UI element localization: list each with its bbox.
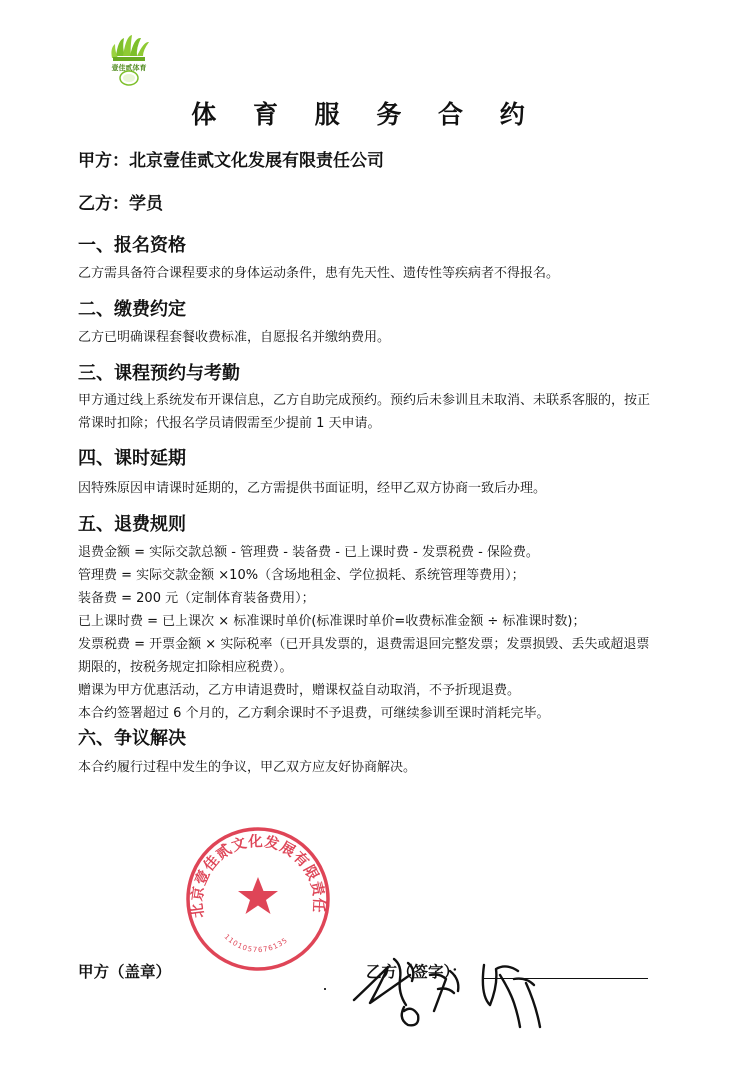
party-b-sign-label: 乙方（签字）：: [366, 963, 467, 981]
refund-formula-management: 管理费 = 实际交款金额 ×10%（含场地租金、学位损耗、系统管理等费用）；: [78, 568, 525, 583]
section-heading: 五、退费规则: [78, 514, 186, 535]
section-heading: 六、争议解决: [78, 728, 186, 749]
section-heading: 三、课程预约与考勤: [78, 363, 240, 384]
refund-six-months: 本合约签署超过 6 个月的，乙方剩余课时不予退费，可继续参训至课时消耗完毕。: [78, 706, 550, 721]
stray-dot: [324, 988, 326, 990]
document-title: 体 育 服 务 合 约: [191, 100, 539, 129]
company-logo: [106, 34, 158, 90]
section-paragraph: 本合约履行过程中发生的争议，甲乙双方应友好协商解决。: [78, 760, 417, 775]
logo-text: 壹佳贰体育: [111, 64, 147, 72]
company-seal-stamp: [184, 825, 332, 973]
party-a-seal-label: 甲方（盖章）: [78, 963, 172, 981]
refund-formula-equipment: 装备费 = 200 元（定制体育装备费用）；: [78, 591, 315, 606]
refund-formula-total: 退费金额 = 实际交款总额 - 管理费 - 装备费 - 已上课时费 - 发票税费 - 保险费。: [78, 545, 539, 560]
party-a: 甲方：北京壹佳贰文化发展有限责任公司: [78, 151, 384, 171]
refund-formula-lessons: 已上课时费 = 已上课次 × 标准课时单价(标准课时单价=收费标准金额 ÷ 标准课时数)；: [78, 614, 586, 629]
handwritten-signature: [350, 945, 550, 1035]
refund-formula-invoice-tax: 发票税费 = 开票金额 × 实际税率（已开具发票的，退费需退回完整发票；发票损毁、丢失或超退票期限的，按税务规定扣除相应税费）。: [78, 637, 650, 675]
section-paragraph: 乙方已明确课程套餐收费标准，自愿报名并缴纳费用。: [78, 330, 391, 345]
section-heading: 四、课时延期: [78, 448, 186, 469]
seal-number: 1101057676135: [222, 932, 290, 955]
section-heading: 一、报名资格: [78, 235, 186, 256]
section-paragraph: 甲方通过线上系统发布开课信息，乙方自助完成预约。预约后未参训且未取消、未联系客服的，按正常课时扣除；代报名学员请假需至少提前 1 天申请。: [78, 393, 651, 431]
seal-company-name: 北京壹佳贰文化发展有限责任: [188, 832, 328, 919]
section-heading: 二、缴费约定: [78, 299, 186, 320]
section-paragraph: 因特殊原因申请课时延期的，乙方需提供书面证明，经甲乙双方协商一致后办理。: [78, 481, 547, 496]
party-b: 乙方：学员: [78, 194, 163, 214]
refund-gift-lessons: 赠课为甲方优惠活动，乙方申请退费时，赠课权益自动取消，不予折现退费。: [78, 683, 521, 698]
section-paragraph: 乙方需具备符合课程要求的身体运动条件，患有先天性、遗传性等疾病者不得报名。: [78, 266, 560, 281]
svg-text:1101057676135: [222, 933, 289, 954]
